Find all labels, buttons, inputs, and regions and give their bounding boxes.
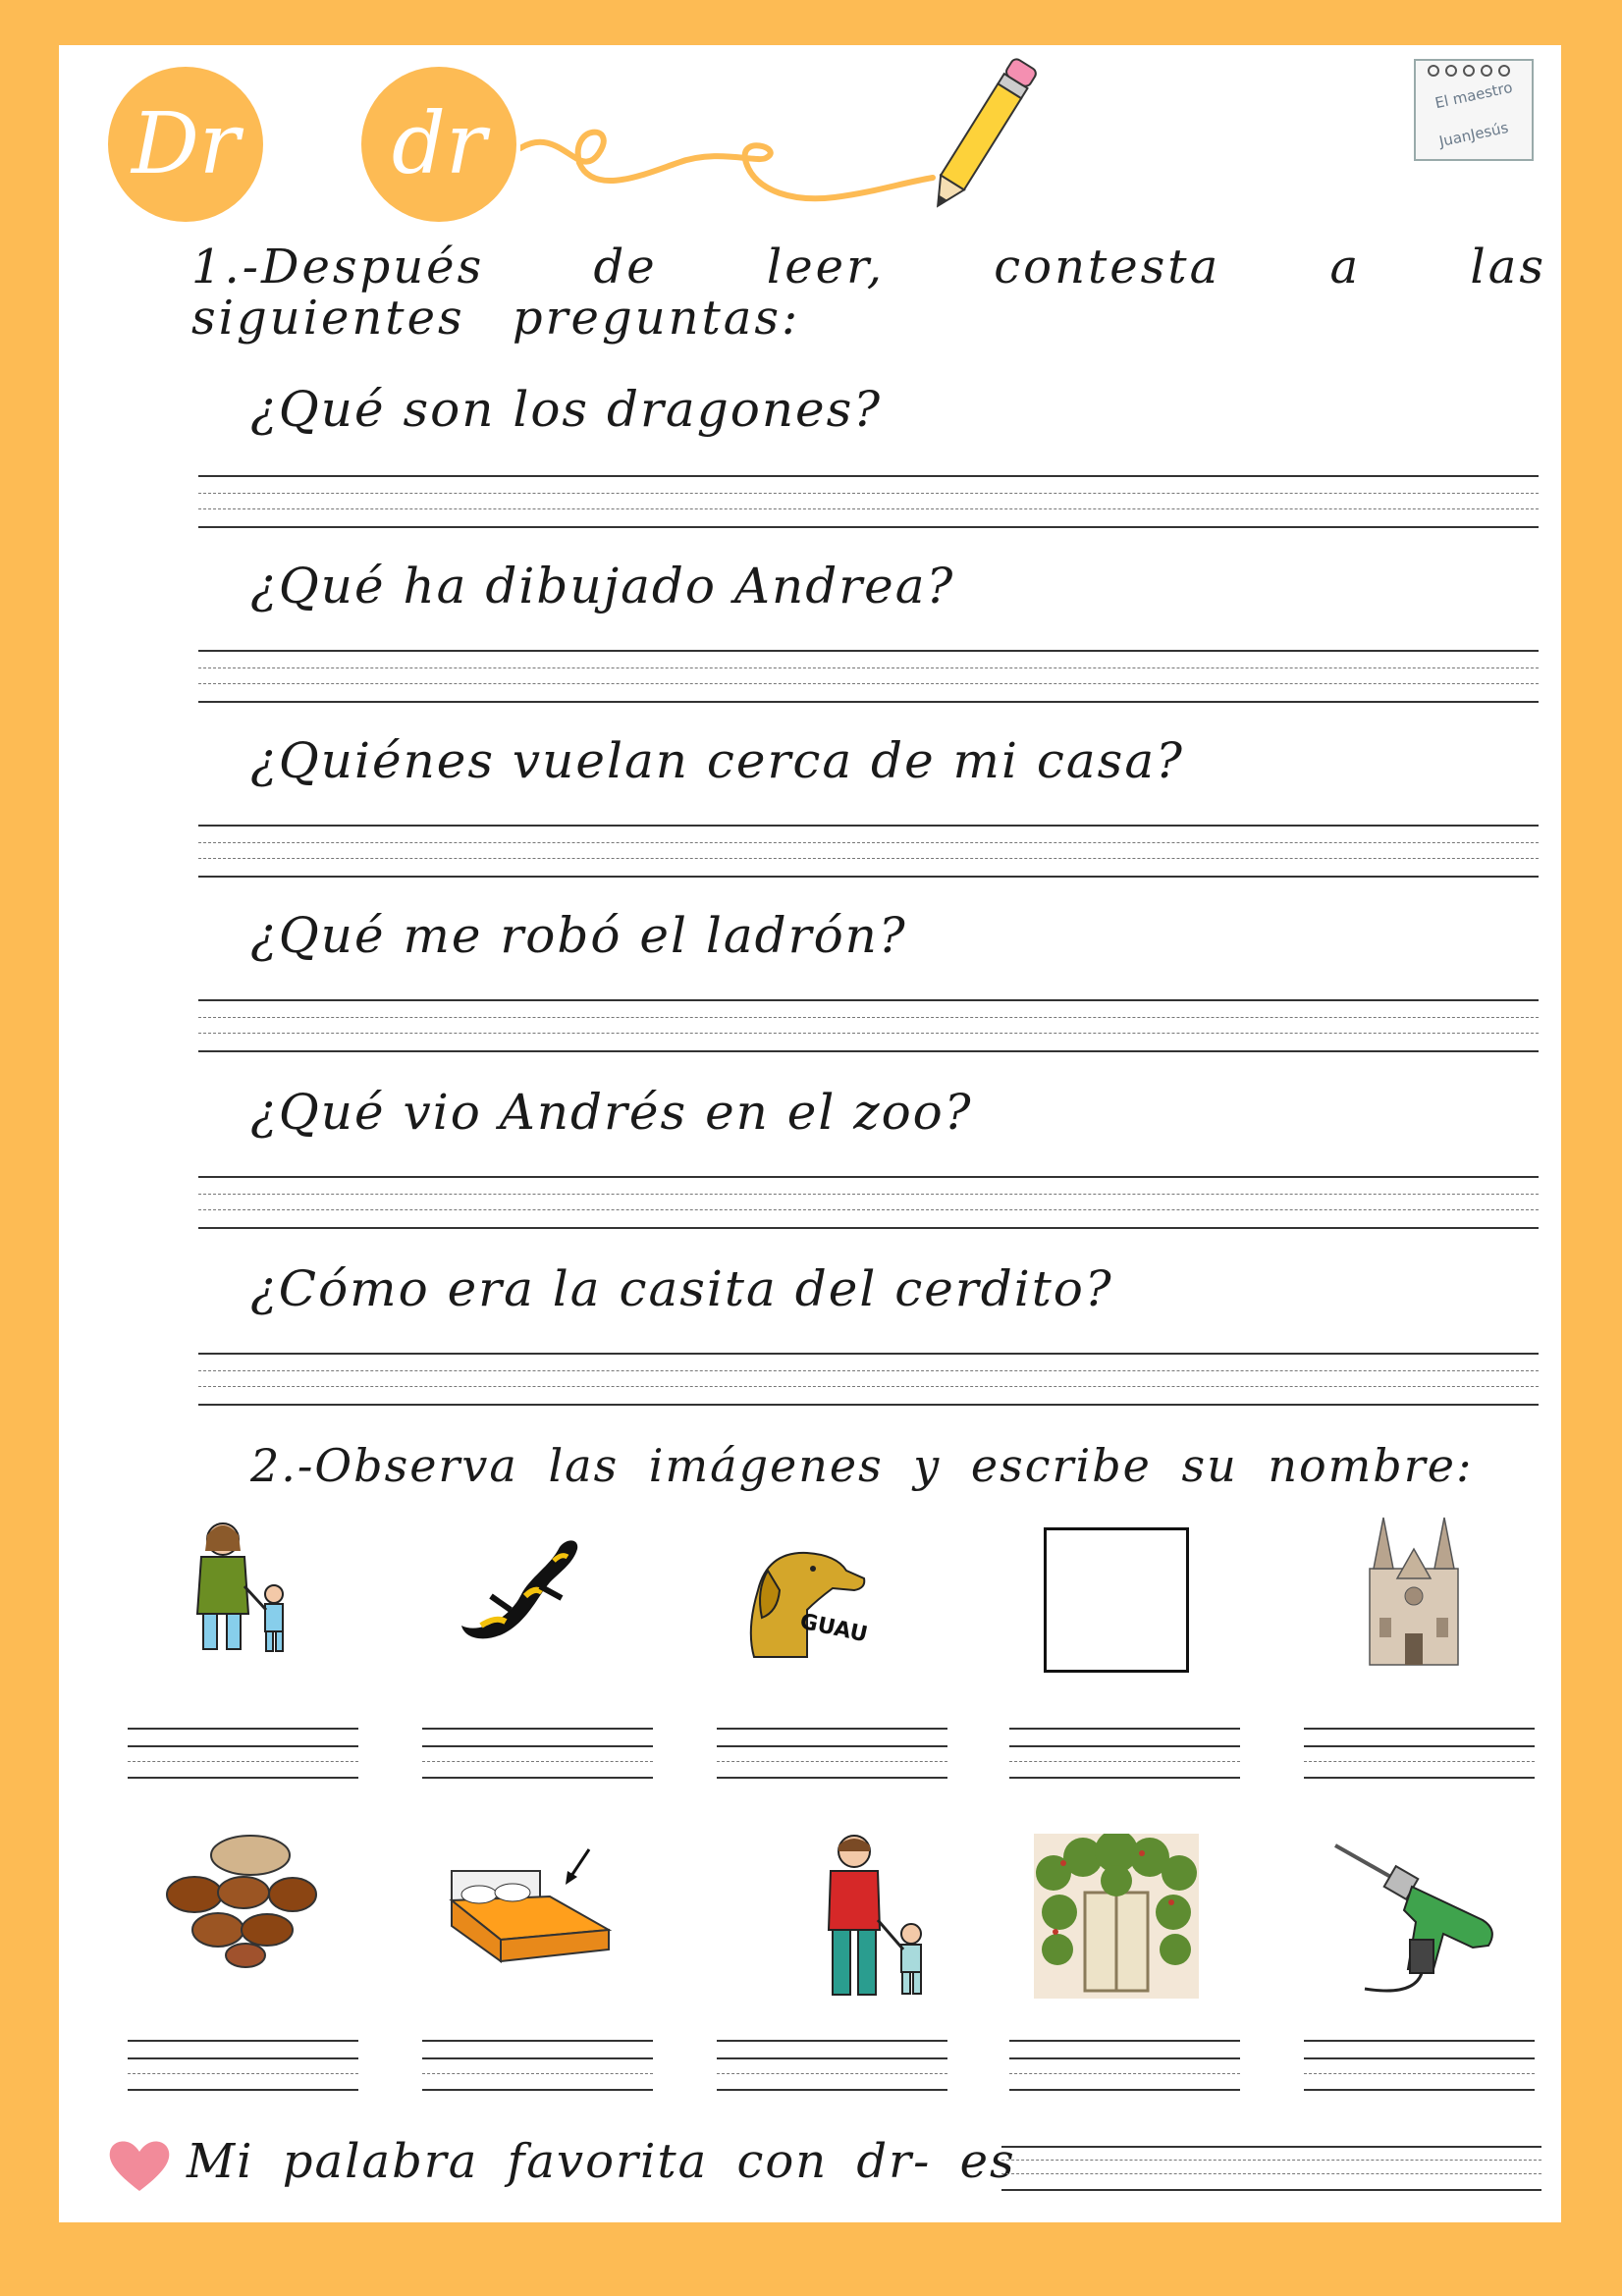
dog-barking-icon [738, 1531, 876, 1659]
upper-letters-badge [108, 67, 263, 222]
image-answer-9[interactable] [1009, 2040, 1240, 2109]
image-answer-8[interactable] [717, 2040, 947, 2109]
section1-title: 1.-Después de leer, contesta a las siguientes preguntas: [191, 240, 1546, 346]
father-child-icon [805, 1832, 943, 1999]
image-answer-4[interactable] [1009, 1728, 1240, 1796]
bed-quilt-icon [432, 1842, 628, 1979]
pencil-swirl-icon [520, 55, 1070, 241]
answer-lines-3[interactable] [198, 825, 1539, 885]
image-answer-2[interactable] [422, 1728, 653, 1796]
image-answer-6[interactable] [128, 2040, 358, 2109]
question-2: ¿Qué ha dibujado Andrea? [250, 558, 955, 614]
ivy-window-icon [1034, 1834, 1199, 1999]
question-1: ¿Qué son los dragones? [250, 381, 883, 438]
image-answer-10[interactable] [1304, 2040, 1535, 2109]
image-answer-5[interactable] [1304, 1728, 1535, 1796]
question-5: ¿Qué vio Andrés en el zoo? [250, 1084, 973, 1141]
answer-lines-1[interactable] [198, 475, 1539, 536]
answer-lines-6[interactable] [198, 1353, 1539, 1414]
answer-lines-5[interactable] [198, 1176, 1539, 1237]
mother-child-icon [172, 1518, 309, 1655]
question-4: ¿Qué me robó el ladrón? [250, 907, 907, 964]
almonds-icon [157, 1832, 324, 1969]
favorite-word-prompt: Mi palabra favorita con dr- es [187, 2134, 1016, 2189]
author-logo [1414, 59, 1534, 161]
image-answer-1[interactable] [128, 1728, 358, 1796]
answer-lines-4[interactable] [198, 999, 1539, 1060]
lower-letters-badge [361, 67, 516, 222]
question-6: ¿Cómo era la casita del cerdito? [250, 1260, 1113, 1317]
question-3: ¿Quiénes vuelan cerca de mi casa? [250, 732, 1184, 789]
salamander-icon [452, 1527, 589, 1645]
logo-line1: El maestro [1433, 78, 1515, 113]
image-answer-3[interactable] [717, 1728, 947, 1796]
worksheet-page [59, 45, 1561, 2222]
drill-icon [1325, 1832, 1512, 1999]
lower-letters: dr [391, 95, 487, 193]
dog-sound-label: GUAU [797, 1609, 870, 1648]
image-answer-7[interactable] [422, 2040, 653, 2109]
upper-letters: Dr [131, 95, 241, 193]
cathedral-icon [1360, 1510, 1468, 1667]
square-icon [1044, 1527, 1189, 1673]
answer-lines-2[interactable] [198, 650, 1539, 711]
section2-title: 2.-Observa las imágenes y escribe su nombre: [250, 1439, 1474, 1492]
favorite-word-lines[interactable] [1001, 2146, 1541, 2201]
logo-line2: JuanJesús [1437, 118, 1510, 151]
heart-icon [108, 2138, 171, 2193]
